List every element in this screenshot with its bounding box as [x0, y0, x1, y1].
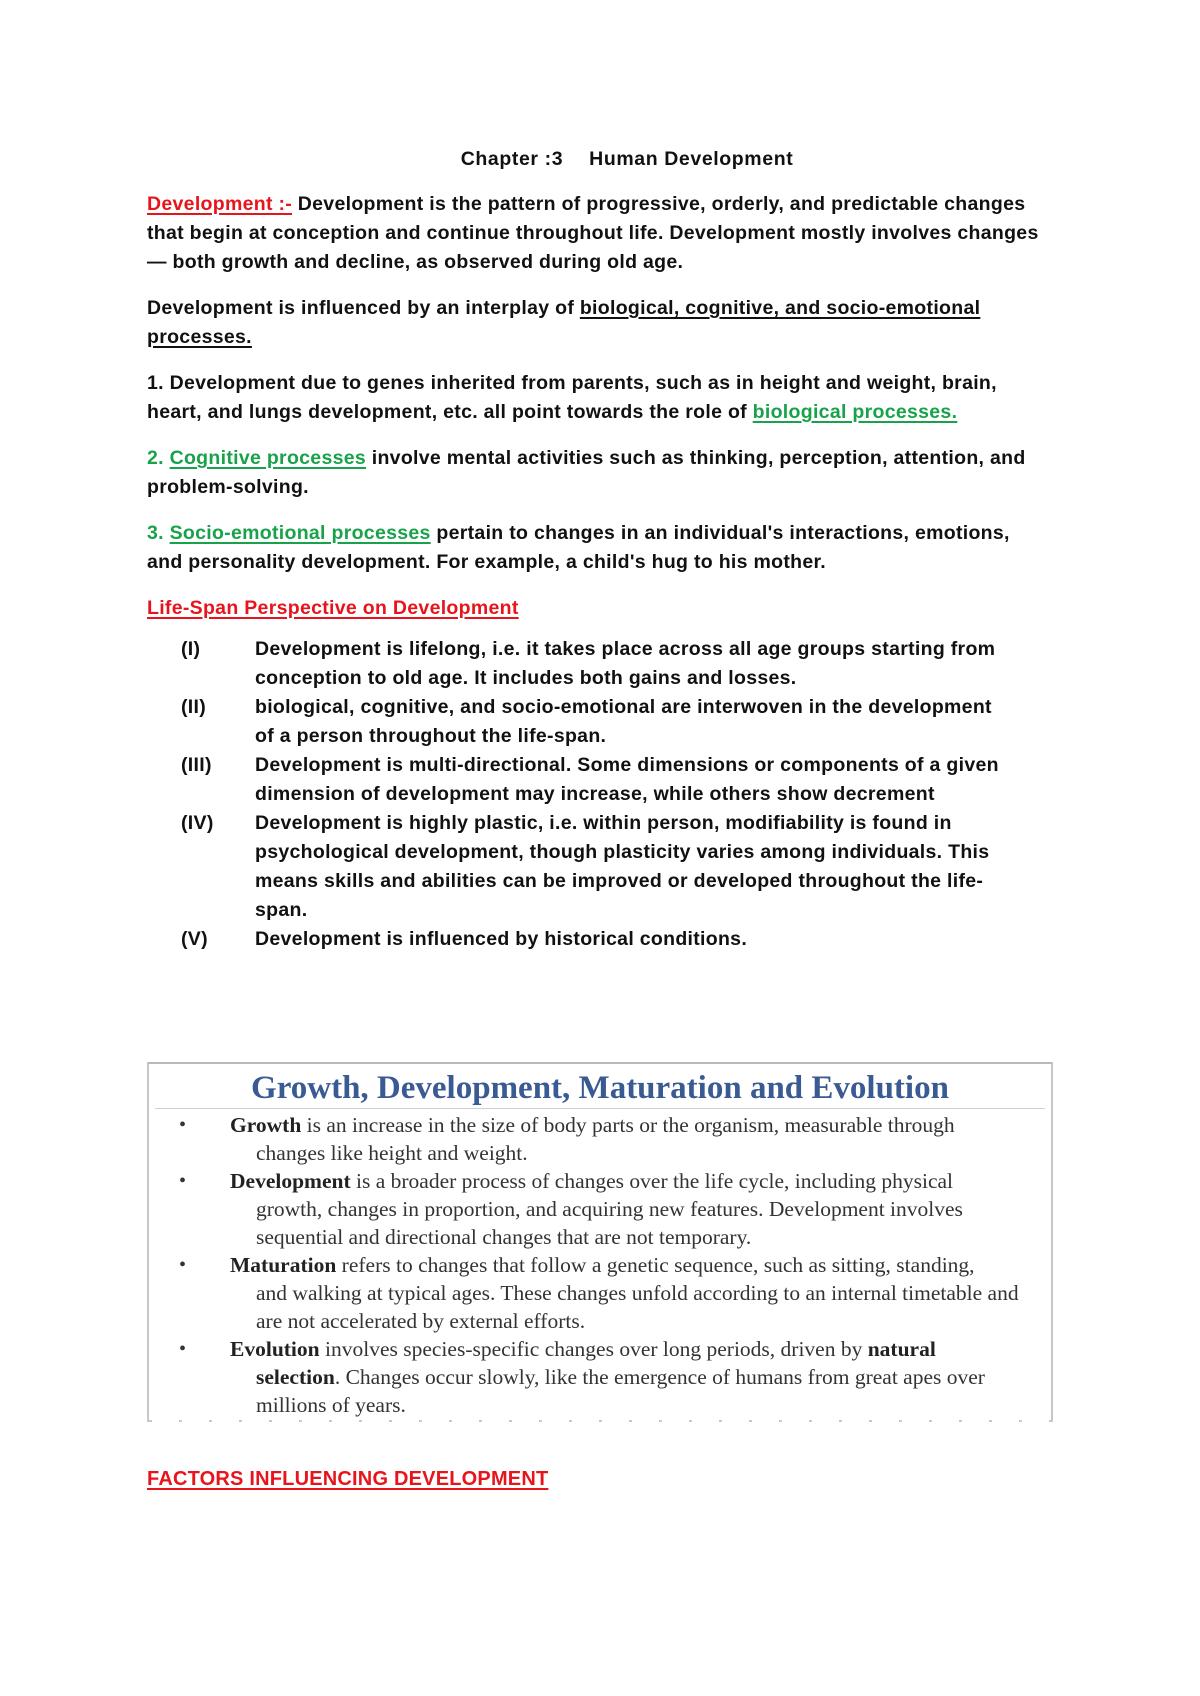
point-2-text: involve mental activities such as thinking, perception, attention, and problem-solving. [147, 447, 1026, 498]
list-item-text: Development is multi-directional. Some dimensions or components of a given dimension of development may increase, while others show decrement [255, 754, 999, 805]
interplay-underlined: biological, cognitive, and socio-emotional processes. [147, 297, 981, 348]
summary-bold-text: selection [256, 1365, 335, 1389]
interplay-text: Development is influenced by an interplay of [147, 297, 580, 319]
summary-term: Maturation [230, 1253, 337, 1277]
point-3 [147, 519, 1047, 577]
bullet-icon: • [179, 1254, 187, 1276]
summary-list [149, 1111, 1051, 1419]
summary-item-growth [149, 1111, 1051, 1167]
summary-text-continued: changes like height and weight. [256, 1141, 528, 1165]
lifespan-list [147, 635, 1047, 954]
summary-text-continued: and walking at typical ages. These changes unfold according to an internal timetable and are not accelerated by external efforts. [256, 1281, 1019, 1333]
summary-title: Growth, Development, Maturation and Evolution [155, 1064, 1045, 1109]
lifespan-heading: Life-Span Perspective on Development [147, 597, 519, 619]
chapter-number: Chapter :3 [460, 148, 564, 170]
factors-heading-block [147, 1468, 548, 1491]
list-item [147, 635, 1047, 693]
bullet-icon: • [179, 1114, 187, 1136]
list-item-number: (I) [181, 638, 201, 660]
list-item-text: Development is influenced by historical conditions. [255, 928, 748, 950]
chapter-name: Human Development [589, 148, 794, 170]
point-1-link: biological processes. [752, 401, 958, 423]
summary-item-development [149, 1167, 1051, 1251]
summary-text: is a broader process of changes over the life cycle, including physical [350, 1169, 954, 1193]
point-3-text: pertain to changes in an individual's interactions, emotions, and personality development. For example, a child's hug to his mother. [147, 522, 1010, 573]
point-2 [147, 444, 1047, 502]
summary-bold-text: natural [867, 1337, 936, 1361]
summary-text: refers to changes that follow a genetic sequence, such as sitting, standing, [336, 1253, 975, 1277]
list-item [147, 925, 1047, 954]
point-2-link: Cognitive processes [169, 447, 367, 469]
bullet-icon: • [179, 1338, 187, 1360]
summary-item-evolution [149, 1335, 1051, 1419]
intro-paragraph [147, 190, 1047, 277]
page-title [147, 145, 1047, 174]
list-item [147, 809, 1047, 925]
summary-item-maturation [149, 1251, 1051, 1335]
development-label: Development :- [147, 193, 293, 215]
summary-text-continued: . Changes occur slowly, like the emergence of humans from great apes over millions of years. [256, 1365, 985, 1417]
document-body [147, 145, 1047, 954]
embedded-summary-image [147, 1062, 1053, 1422]
list-item-number: (V) [181, 928, 208, 950]
summary-term: Development [230, 1169, 351, 1193]
bullet-icon: • [179, 1170, 187, 1192]
intro-text: Development is the pattern of progressive, orderly, and predictable changes that begin at conception and continue throughout life. Development mostly involves changes — both growth and decline, as observed during old age. [147, 193, 1039, 273]
summary-term: Evolution [230, 1337, 320, 1361]
point-3-link: Socio-emotional processes [169, 522, 431, 544]
point-2-number: 2. [147, 447, 170, 469]
interplay-paragraph [147, 294, 1047, 352]
list-item-number: (II) [181, 696, 207, 718]
list-item [147, 693, 1047, 751]
point-1-text: 1. Development due to genes inherited from parents, such as in height and weight, brain, heart, and lungs development, etc. all point towards the role of [147, 372, 997, 423]
summary-text: is an increase in the size of body parts or the organism, measurable through [301, 1113, 955, 1137]
lifespan-heading-paragraph [147, 594, 1047, 623]
summary-text-continued: growth, changes in proportion, and acquiring new features. Development involves sequential and directional changes that are not temporary. [256, 1197, 963, 1249]
list-item-text: Development is highly plastic, i.e. within person, modifiability is found in psychological development, though plasticity varies among individuals. This means skills and abilities can be improved or developed throughout the life-span. [255, 812, 990, 921]
point-3-number: 3. [147, 522, 170, 544]
list-item-number: (III) [181, 754, 212, 776]
summary-text: involves species-specific changes over long periods, driven by [319, 1337, 868, 1361]
list-item-text: Development is lifelong, i.e. it takes place across all age groups starting from conception to old age. It includes both gains and losses. [255, 638, 996, 689]
summary-term: Growth [230, 1113, 302, 1137]
list-item-number: (IV) [181, 812, 214, 834]
list-item-text: biological, cognitive, and socio-emotional are interwoven in the development of a person throughout the life-span. [255, 696, 992, 747]
dotted-divider [149, 1420, 1051, 1422]
factors-heading: FACTORS INFLUENCING DEVELOPMENT [147, 1468, 549, 1490]
point-1 [147, 369, 1047, 427]
list-item [147, 751, 1047, 809]
